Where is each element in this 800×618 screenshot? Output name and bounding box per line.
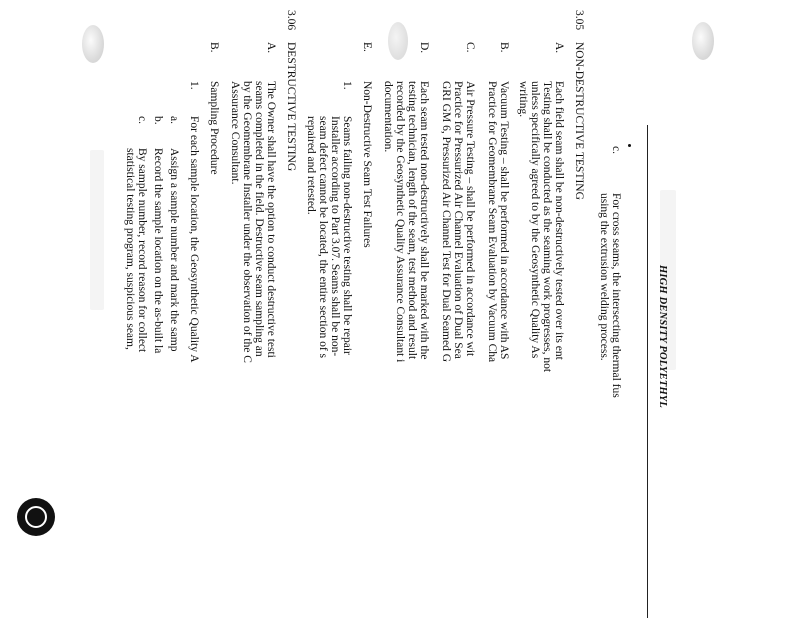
item-letter: a. bbox=[168, 116, 180, 124]
item-letter: B. bbox=[208, 42, 220, 53]
section-title: DESTRUCTIVE TESTING bbox=[285, 42, 297, 172]
section-title: NON-DESTRUCTIVE TESTING bbox=[573, 42, 585, 200]
header-rule bbox=[647, 125, 648, 618]
item-text: recorded by the Geosynthetic Quality Assurance Consultant i bbox=[394, 81, 406, 363]
item-letter: E. bbox=[361, 42, 373, 52]
item-text: seam defect cannot be located, the entire section of s bbox=[317, 116, 329, 359]
item-text: For each sample location, the Geosynthetic Quality A bbox=[188, 116, 200, 363]
item-text: unless specifically agreed to by the Geosynthetic Quality As bbox=[529, 81, 541, 359]
item-letter: b. bbox=[152, 116, 164, 125]
running-header: HIGH DENSITY POLYETHYL bbox=[657, 265, 668, 409]
item-text: by the Geomembrane Installer under the observation of the C bbox=[241, 81, 253, 363]
item-text: documentation. bbox=[382, 81, 394, 153]
item-number: 1. bbox=[188, 81, 200, 90]
ring-icon bbox=[25, 506, 47, 528]
item-letter: c. bbox=[136, 116, 148, 124]
item-text: Testing shall be conducted as the seaming work progresses, not bbox=[541, 81, 553, 373]
section-number: 3.06 bbox=[285, 10, 297, 31]
item-text: writing. bbox=[517, 81, 529, 118]
bleed-through-mark bbox=[90, 150, 104, 310]
item-text: Assurance Consultant. bbox=[229, 81, 241, 185]
item-letter: B. bbox=[498, 42, 510, 53]
item-text: Installer according to Part 3.07. Seams shall be non- bbox=[329, 116, 341, 357]
item-text: Record the sample location on the as-built la bbox=[152, 148, 164, 354]
black-dot-icon bbox=[17, 498, 55, 536]
item-text: repaired and retested. bbox=[305, 116, 317, 215]
item-text: using the extrusion welding process. bbox=[598, 193, 610, 361]
item-letter: C. bbox=[464, 42, 476, 53]
item-letter: A. bbox=[265, 42, 277, 54]
item-text: Seams failing non-destructive testing shall be repair bbox=[341, 116, 353, 355]
item-text: For cross seams, the intersecting thermal fus bbox=[610, 193, 622, 398]
item-letter: D. bbox=[418, 42, 430, 54]
item-text: Vacuum Testing – shall be performed in accordance with AS bbox=[498, 81, 510, 360]
subsection-title: Sampling Procedure bbox=[208, 81, 220, 175]
subsection-title: Non-Destructive Seam Test Failures bbox=[361, 81, 373, 248]
item-text: Practice for Geomembrane Seam Evaluation by Vacuum Cha bbox=[486, 81, 498, 363]
item-text: GRI GM 6, Pressurized Air Channel Test for Dual Seamed G bbox=[440, 81, 452, 363]
item-number: 1. bbox=[341, 81, 353, 90]
section-number: 3.05 bbox=[573, 10, 585, 31]
item-letter: c. bbox=[610, 146, 622, 154]
item-text: By sample number, record reason for collect bbox=[136, 148, 148, 353]
item-text: testing technician, length of the seam, test method and result bbox=[406, 81, 418, 360]
item-text: Air Pressure Testing – shall be performed in accordance wit bbox=[464, 81, 476, 357]
item-text: Each field seam shall be non-destructively tested over its ent bbox=[553, 81, 565, 360]
item-text: statistical testing program, suspicious seam, bbox=[124, 148, 136, 350]
rotated-text-block bbox=[124, 10, 710, 610]
item-text: Assign a sample number and mark the samp bbox=[168, 148, 180, 352]
item-text: Each seam tested non-destructively shall be marked with the bbox=[418, 81, 430, 360]
punch-hole-left bbox=[82, 25, 104, 63]
item-text: Practice for Pressurized Air Channel Evaluation of Dual Sea bbox=[452, 81, 464, 359]
item-text: The Owner shall have the option to conduct destructive testi bbox=[265, 81, 277, 358]
item-text: seams completed in the field. Destructive seam sampling an bbox=[253, 81, 265, 357]
item-letter: A. bbox=[553, 42, 565, 54]
